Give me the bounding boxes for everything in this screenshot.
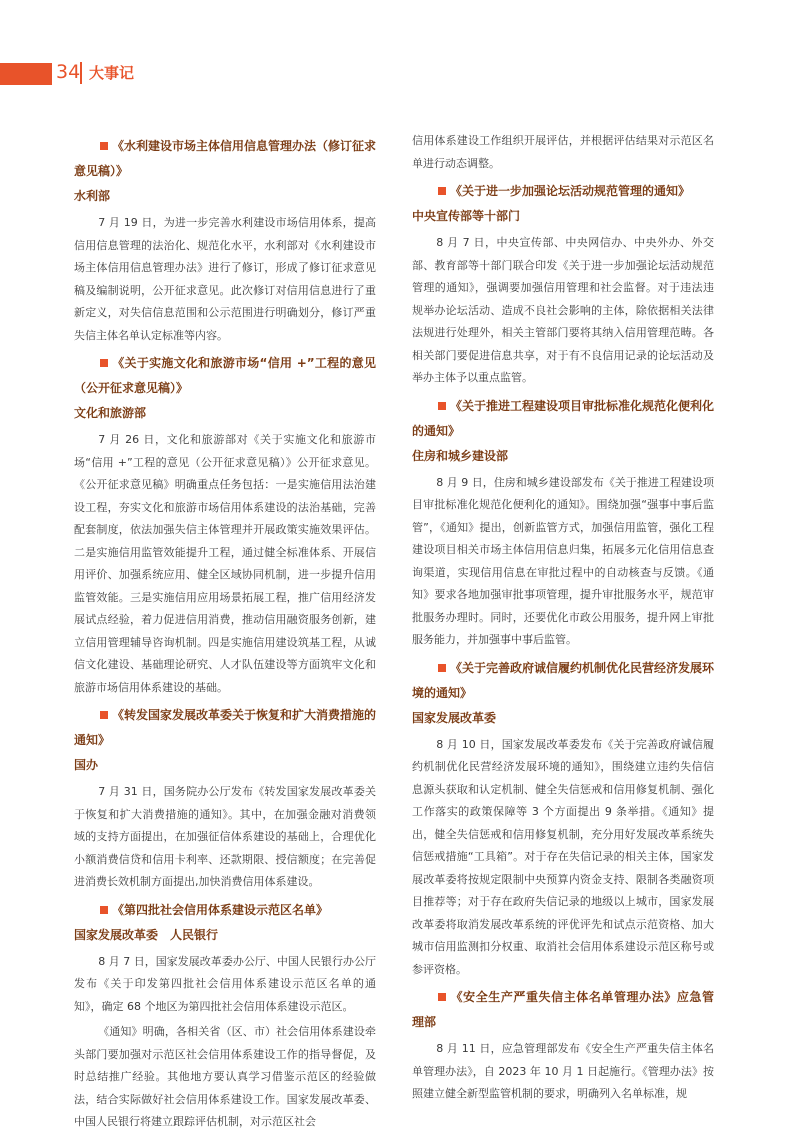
header-divider [80, 62, 82, 84]
section-title: 大事记 [89, 64, 135, 82]
entry-title: 《安全生产严重失信主体名单管理办法》 [450, 990, 677, 1004]
entry-title: 《关于推进工程建设项目审批标准化规范化便利化的通知》 [412, 398, 715, 438]
entry-paragraph: 7 月 31 日，国务院办公厅发布《转发国家发展改革委关于恢复和扩大消费措施的通知》。其中，在加强金融对消费领域的支持方面提出，在加强征信体系建设的基础上，合理优化小额消费信贷和信用卡利率、还款期限、授信额度；在完善促进消费长效机制方面提出,加快消费信用体系建设。 [74, 785, 376, 888]
entry-title: 《关于实施文化和旅游市场“信用 +”工程的意见（公开征求意见稿）》 [74, 356, 376, 395]
entry-heading [74, 134, 376, 209]
square-bullet-icon [100, 359, 108, 367]
entry-heading [412, 656, 714, 731]
entry-heading [74, 898, 376, 948]
square-bullet-icon [438, 993, 446, 1001]
entry-title: 《第四批社会信用体系建设示范区名单》 [112, 902, 329, 917]
entry-title: 《关于完善政府诚信履约机制优化民营经济发展环境的通知》 [412, 660, 715, 700]
left-column [74, 130, 376, 1137]
entry-organization: 国办 [74, 758, 99, 772]
entry-organization: 中央宣传部等十部门 [412, 209, 521, 223]
entry-title: 《转发国家发展改革委关于恢复和扩大消费措施的通知》 [74, 708, 377, 747]
entry-paragraph: 8 月 9 日，住房和城乡建设部发布《关于推进工程建设项目审批标准化规范化便利化的通知》。围绕加强“强事中事后监管”，《通知》提出，创新监管方式，加强信用监管，强化工程建设项目相关市场主体信用信息归集，拓展多元化信用信息查询渠道，实现信用信息在审批过程中的自动核查与反馈。《通知》要求各地加强审批事项管理，提升审批服务水平，规范审批服务办理时。同时，还要优化市政公用服务，提升网上审批服务能力，并加强事中事后监管。 [412, 475, 714, 646]
entry-heading [412, 179, 714, 229]
entry-organization: 住房和城乡建设部 [412, 448, 509, 463]
entry-paragraph: 信用体系建设工作组织开展评估，并根据评估结果对示范区名单进行动态调整。 [412, 134, 714, 170]
entry-organization: 国家发展改革委 [412, 710, 497, 725]
entry-heading [412, 985, 714, 1035]
header-accent-bar [0, 63, 52, 85]
square-bullet-icon [438, 402, 446, 410]
entry-organization: 水利部 [74, 189, 111, 203]
entry-title: 《水利建设市场主体信用信息管理办法（修订征求意见稿）》 [74, 139, 377, 178]
entry-paragraph: 《通知》明确，各相关省（区、市）社会信用体系建设牵头部门要加强对示范区社会信用体系建设工作的指导督促，及时总结推广经验。其他地方要认真学习借鉴示范区的经验做法，结合实际做好社会信用体系建设工作。国家发展改革委、中国人民银行将建立跟踪评估机制，对示范区社会 [74, 1025, 376, 1128]
square-bullet-icon [100, 906, 108, 914]
entry-paragraph: 7 月 19 日，为进一步完善水利建设市场信用体系，提高信用信息管理的法治化、规范化水平，水利部对《水利建设市场主体信用信息管理办法》进行了修订，形成了修订征求意见稿及编制说明，公开征求意见。此次修订对信用信息进行了重新定义，对失信信息范围和公示范围进行明确划分，修订严重失信主体名单认定标准等内容。 [74, 216, 376, 342]
entry-organization: 应急管理部 [412, 990, 714, 1029]
entry-heading [74, 351, 376, 426]
entry-title: 《关于进一步加强论坛活动规范管理的通知》 [450, 184, 691, 198]
entry-paragraph: 8 月 10 日，国家发展改革委发布《关于完善政府诚信履约机制优化民营经济发展环境的通知》，围绕建立违约失信信息源头获取和认定机制、健全失信惩戒和信用修复机制、强化工作落实的政策保障等 3 个方面提出 9 条举措。《通知》提出，健全失信惩戒和信用修复机制，充分用好发展改革系统失信惩戒措施“工具箱”。对于存在失信记录的相关主体，国家发展改革委将按规定限制中央预算内资金支持、限制各类融资项目推荐等；对于存在政府失信记录的地级以上城市，国家发展改革委将取消发展改革系统的评优评先和试点示范资格、加大城市信用监测扣分权重、取消社会信用体系建设示范区称号或参评资格。 [412, 737, 714, 976]
entry-paragraph: 8 月 7 日，中央宣传部、中央网信办、中央外办、外交部、教育部等十部门联合印发《关于进一步加强论坛活动规范管理的通知》，强调要加强信用管理和社会监督。对于违法违规举办论坛活动、造成不良社会影响的主体，除依据相关法律法规进行处理外，相关主管部门要将其纳入信用管理范畴。各相关部门要促进信息共享，对于有不良信用记录的论坛活动及举办主体予以重点监管。 [412, 236, 714, 384]
right-column [412, 130, 714, 1109]
entry-organization: 文化和旅游部 [74, 406, 147, 420]
entry-organization: 国家发展改革委 人民银行 [74, 927, 219, 942]
square-bullet-icon [438, 187, 446, 195]
square-bullet-icon [100, 711, 108, 719]
entry-paragraph: 7 月 26 日，文化和旅游部对《关于实施文化和旅游市场“信用 +”工程的意见（公开征求意见稿）》公开征求意见。《公开征求意见稿》明确重点任务包括：一是实施信用法治建设工程，夯实文化和旅游市场信用体系建设的法治基础，完善配套制度，依法加强失信主体管理并开展政策实施效果评估。二是实施信用监管效能提升工程，通过健全标准体系、开展信用评价、加强系统应用、健全区域协同机制，进一步提升信用监管效能。三是实施信用应用场景拓展工程，推广信用经济发展试点经验，着力促进信用消费，推动信用融资服务创新，建立信用管理辅导咨询机制。四是实施信用建设筑基工程，从诚信文化建设、基础理论研究、人才队伍建设等方面筑牢文化和旅游市场信用体系建设的基础。 [74, 433, 376, 694]
entry-heading [412, 394, 714, 469]
entry-heading [74, 703, 376, 778]
entry-paragraph: 8 月 7 日，国家发展改革委办公厅、中国人民银行办公厅发布《关于印发第四批社会信用体系建设示范区名单的通知》，确定 68 个地区为第四批社会信用体系建设示范区。 [74, 954, 376, 1013]
entry-paragraph: 8 月 11 日，应急管理部发布《安全生产严重失信主体名单管理办法》，自 2023 年 10 月 1 日起施行。《管理办法》按照建立健全新型监管机制的要求，明确列入名单标准，规 [412, 1042, 714, 1100]
page-number: 34 [56, 61, 81, 83]
square-bullet-icon [100, 142, 108, 150]
square-bullet-icon [438, 664, 446, 672]
